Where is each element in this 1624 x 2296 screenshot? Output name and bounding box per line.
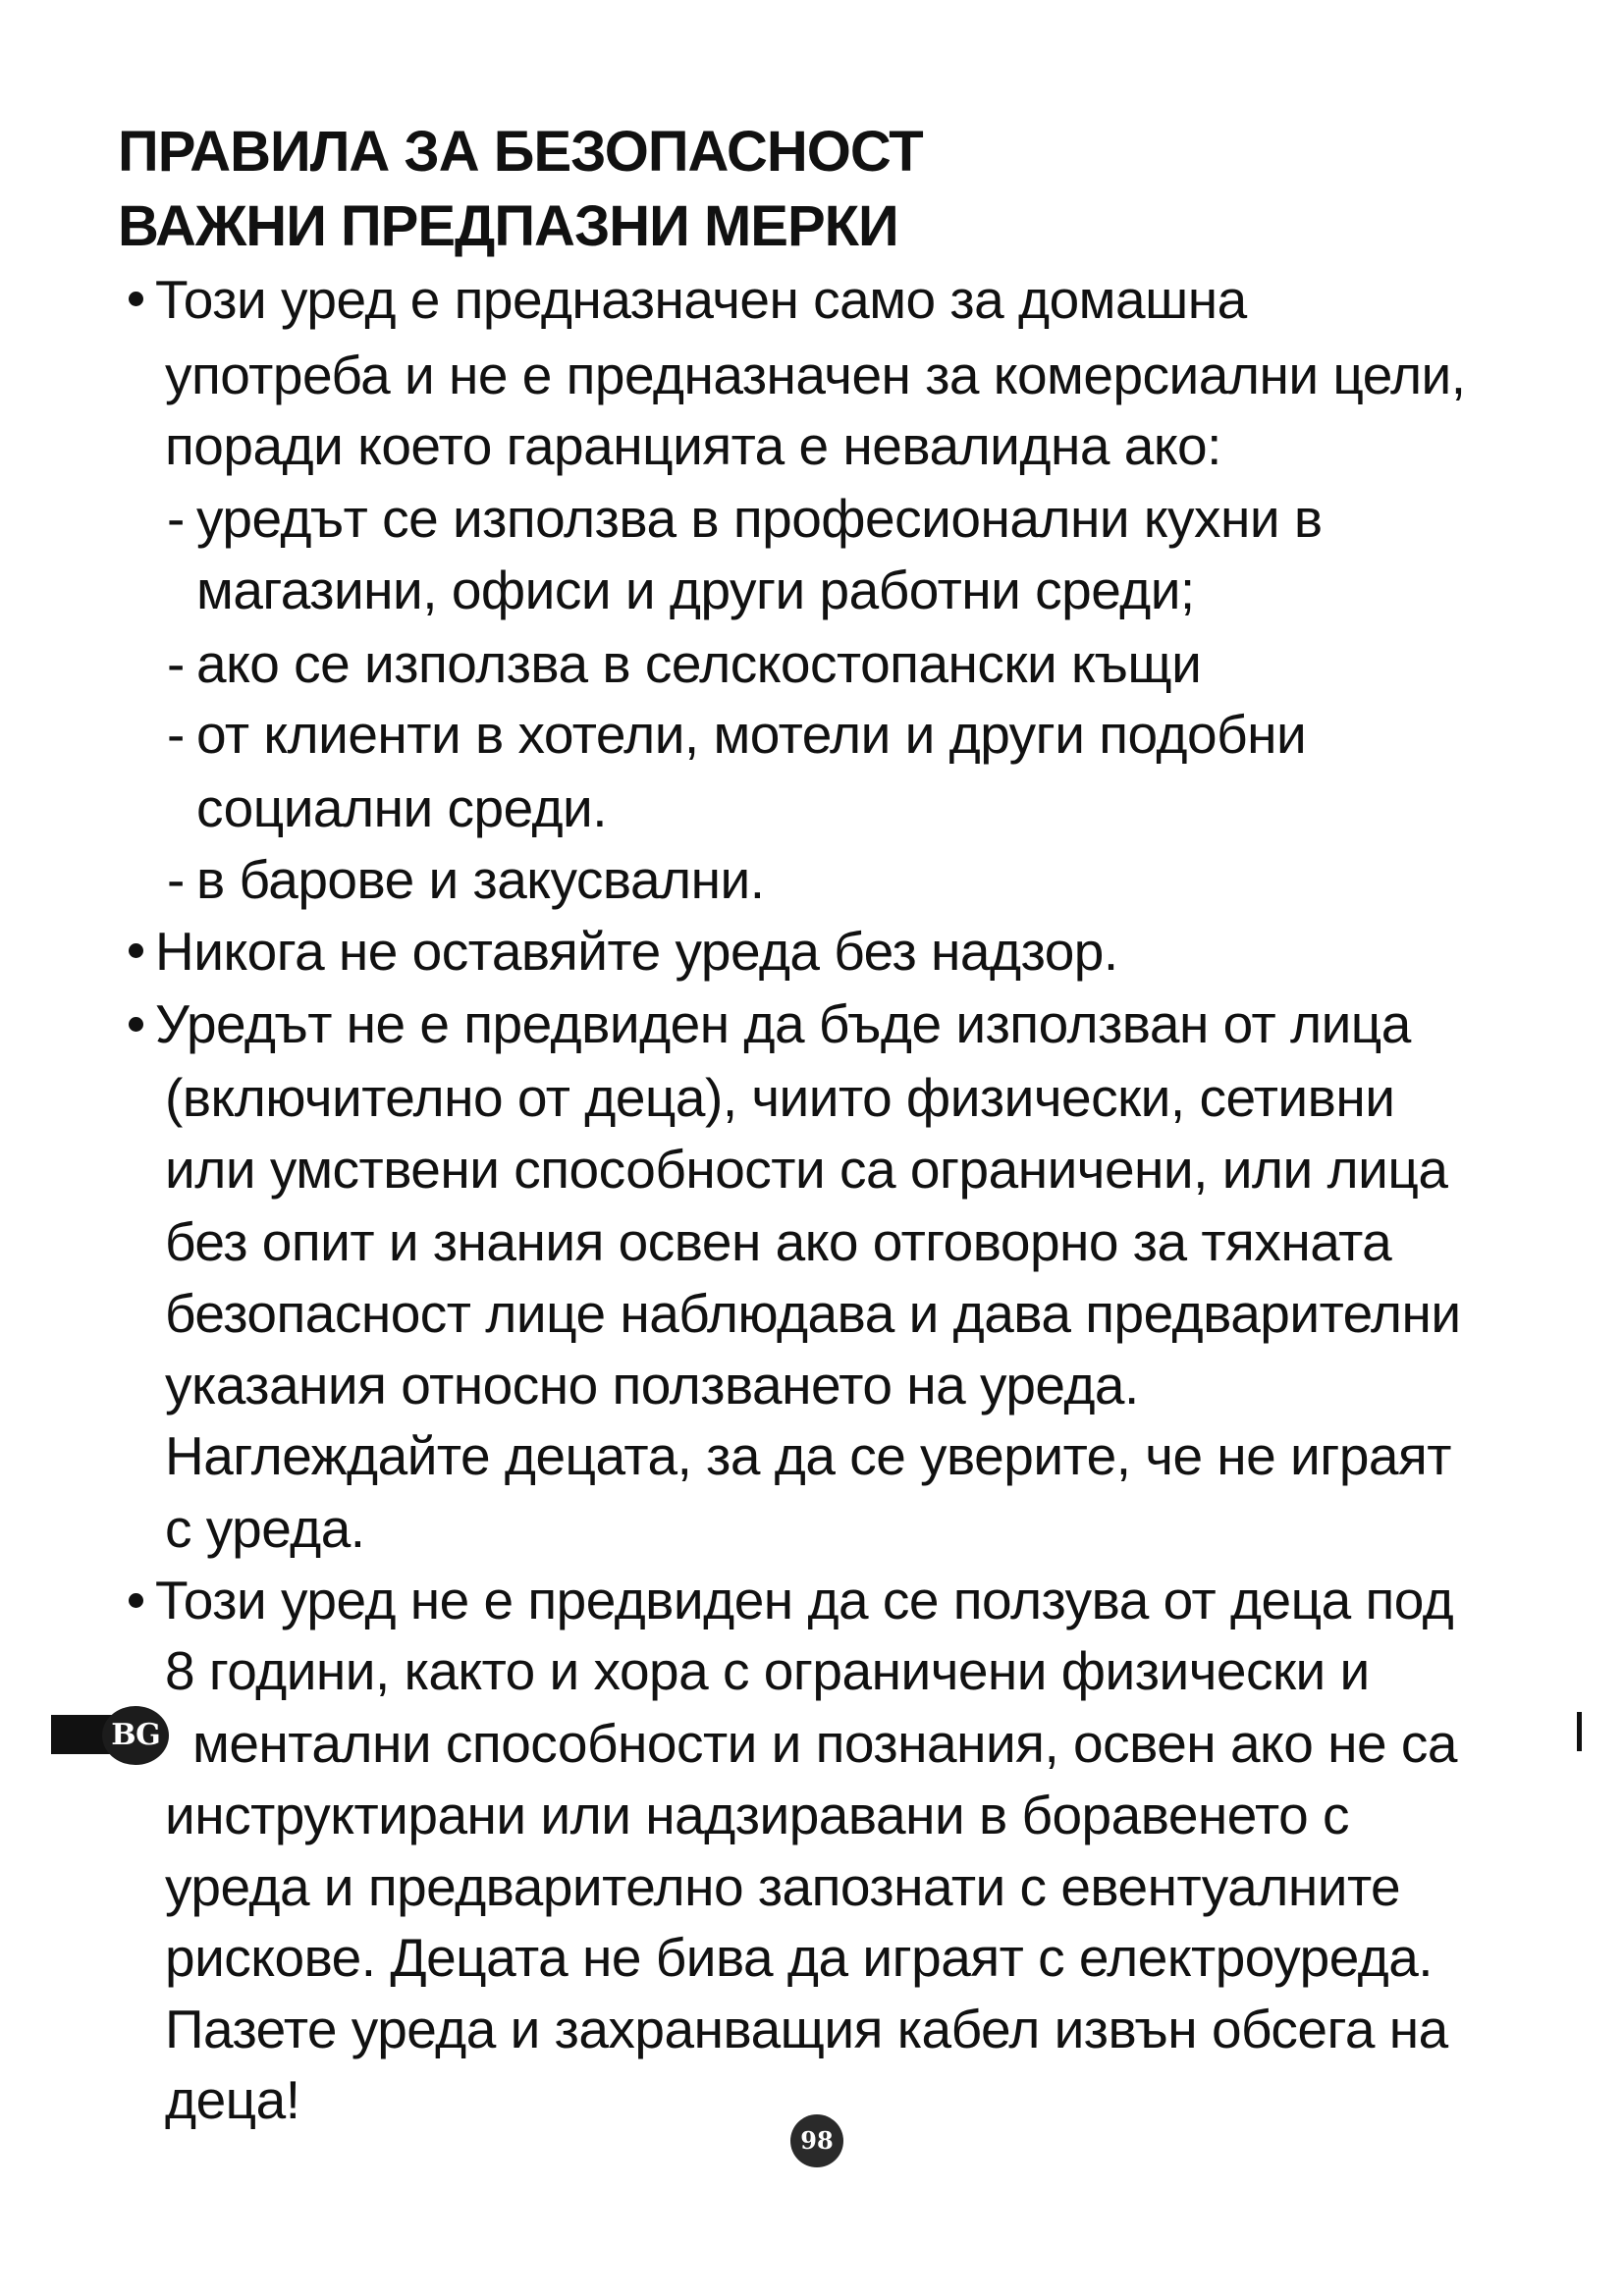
bullet-marker — [129, 292, 143, 306]
body-line: Пазете уреда и захранващия кабел извън обсега на — [165, 1999, 1448, 2059]
safety-rules-heading: ПРАВИЛА ЗА БЕЗОПАСНОСТ — [118, 120, 923, 184]
body-line: Наглеждайте децата, за да се уверите, че не играят — [165, 1425, 1451, 1486]
dash-marker: - — [167, 704, 186, 765]
page-edge-mark — [1577, 1712, 1582, 1751]
dash-item-line: уредът се използва в професионални кухни в — [196, 488, 1323, 549]
dash-marker: - — [167, 488, 186, 549]
body-line: инструктирани или надзиравани в боравенето с — [165, 1785, 1349, 1845]
body-line: или умствени способности са ограничени, или лица — [165, 1139, 1448, 1200]
body-line: с уреда. — [165, 1498, 365, 1559]
body-line: Този уред не е предвиден да се ползува от деца под — [155, 1570, 1454, 1630]
bullet-marker — [129, 1593, 143, 1608]
dash-item-line: ако се използва в селскостопански къщи — [196, 633, 1202, 694]
body-line: ментални способности и познания, освен ако не са — [192, 1713, 1457, 1774]
body-line: указания относно ползването на уреда. — [165, 1355, 1139, 1415]
body-line: безопасност лице наблюдава и дава предварителни — [165, 1283, 1461, 1344]
body-line: Никога не оставяйте уреда без надзор. — [155, 921, 1118, 982]
body-line: поради което гаранцията е невалидна ако: — [165, 415, 1221, 476]
body-line: Този уред е предназначен само за домашна — [155, 269, 1247, 330]
body-line: без опит и знания освен ако отговорно за тяхната — [165, 1211, 1392, 1272]
body-line: рискове. Децата не бива да играят с електроуреда. — [165, 1927, 1434, 1988]
body-line: 8 години, както и хора с ограничени физически и — [165, 1640, 1370, 1701]
dash-item-line: от клиенти в хотели, мотели и други подобни — [196, 704, 1307, 765]
body-line: уреда и предварително запознати с евентуалните — [165, 1856, 1401, 1917]
dash-marker: - — [167, 633, 186, 694]
language-badge: BG — [102, 1706, 169, 1765]
body-line: Уредът не е предвиден да бъде използван от лица — [155, 993, 1411, 1054]
body-line: деца! — [165, 2069, 300, 2130]
bullet-marker — [129, 943, 143, 958]
bullet-marker — [129, 1017, 143, 1032]
body-line: употреба и не е предназначен за комерсиални цели, — [165, 345, 1466, 405]
body-line: (включително от деца), чиито физически, сетивни — [165, 1067, 1395, 1128]
dash-item-line: социални среди. — [196, 777, 608, 838]
dash-item-line: магазини, офиси и други работни среди; — [196, 560, 1195, 620]
dash-marker: - — [167, 849, 186, 910]
dash-item-line: в барове и закусвални. — [196, 849, 765, 910]
page-number-badge: 98 — [790, 2114, 843, 2167]
precautions-heading: ВАЖНИ ПРЕДПАЗНИ МЕРКИ — [118, 194, 898, 258]
